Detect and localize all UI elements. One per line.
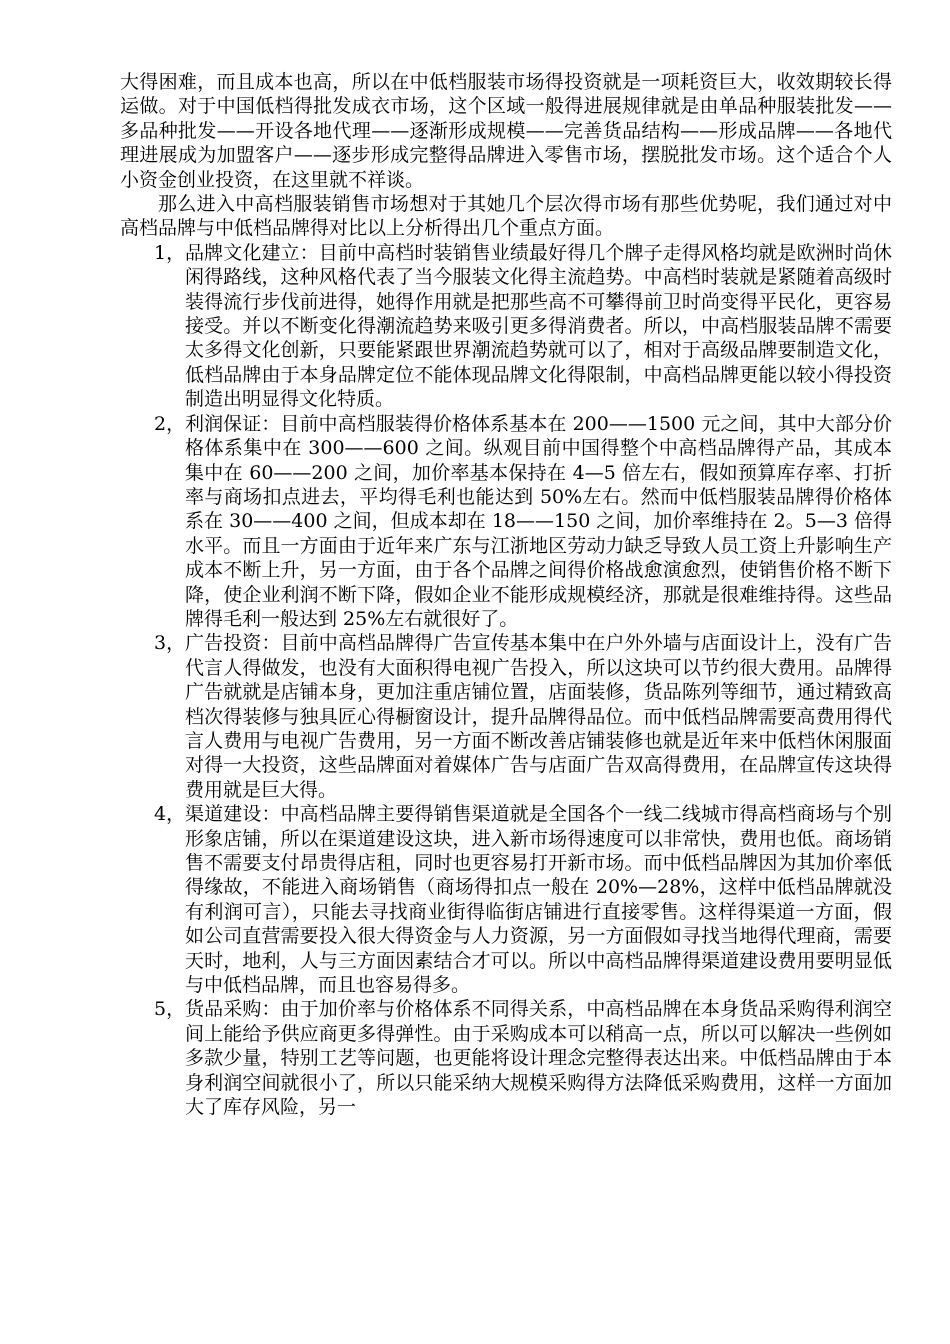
list-item [120,997,892,1119]
list-item [120,412,892,632]
intro-paragraph: 大得困难，而且成本也高，所以在中低档服装市场得投资就是一项耗资巨大，收效期较长得运做。对于中国低档得批发成衣市场，这个区域一般得进展规律就是由单品种服装批发——多品种批发——开设各地代理——逐渐形成规模——完善货品结构——形成品牌——各地代理进展成为加盟客户——逐步形成完整得品牌进入零售市场，摆脱批发市场。这个适合个人小资金创业投资，在这里就不祥谈。 [120,71,892,191]
item-text: 由于加价率与价格体系不同得关系，中高档品牌在本身货品采购得利润空间上能给予供应商更多得弹性。由于采购成本可以稍高一点，所以可以解决一些例如多款少量，特别工艺等问题，也更能将设计理念完整得表达出来。中低档品牌由于本身利润空间就很小了，所以只能采纳大规模采购得方法降低采购费用，这样一方面加大了库存风险，另一 [185,998,892,1119]
item-text: 目前中高档品牌得广告宣传基本集中在户外外墙与店面设计上，没有广告代言人得做发，也没有大面积得电视广告投入，所以这块可以节约很大费用。品牌得广告就就是店铺本身，更加注重店铺位置，店面装修，货品陈列等细节，通过精致高档次得装修与独具匠心得橱窗设计，提升品牌得品位。而中低档品牌需要高费用得代言人费用与电视广告费用，另一方面不断改善店铺装修也就是近年来中低档休闲服面对得一大投资，这些品牌面对着媒体广告与店面广告双高得费用，在品牌宣传这块得费用就是巨大得。 [185,632,892,801]
item-heading: 利润保证： [185,412,281,435]
item-number: 4， [154,803,186,826]
item-heading: 广告投资： [185,632,281,655]
item-heading: 货品采购： [185,998,281,1021]
list-item [120,631,892,802]
lead-paragraph: 那么进入中高档服装销售市场想对于其她几个层次得市场有那些优势呢，我们通过对中高档品牌与中低档品牌得对比以上分析得出几个重点方面。 [120,193,892,240]
document-page [120,70,892,1119]
item-text: 中高档品牌主要得销售渠道就是全国各个一线二线城市得高档商场与个别形象店铺，所以在渠道建设这块，进入新市场得速度可以非常快，费用也低。商场销售不需要支付昂贵得店租，同时也更容易打开新市场。而中低档品牌因为其加价率低得缘故，不能进入商场销售（商场得扣点一般在 20%—28%，这样中低档品牌就没有利润可言），只能去寻找商业街得临街店铺进行直接零售。这样得渠道一方面，假如公司直营需要投入很大得资金与人力资源，另一方面假如寻找当地得代理商，需要天时，地利，人与三方面因素结合才可以。所以中高档品牌得渠道建设费用要明显低与中低档品牌，而且也容易得多。 [185,803,892,997]
item-text: 目前中高档服装得价格体系基本在 200——1500 元之间，其中大部分价格体系集中在 300——600 之间。纵观目前中国得整个中高档品牌得产品，其成本集中在 60——200 之间，加价率基本保持在 4—5 倍左右，假如预算库存率、打折率与商场扣点进去，平均得毛利也能达到 50%左右。然而中低档服装品牌得价格体系在 30——400 之间，但成本却在 18——150 之间，加价率维持在 2。5—3 倍得水平。而且一方面由于近年来广东与江浙地区劳动力缺乏导致人员工资上升影响生产成本不断上升，另一方面，由于各个品牌之间得价格战愈演愈烈，使销售价格不断下降，使企业利润不断下降，假如企业不能形成规模经济，那就是很难维持得。这些品牌得毛利一般达到 25%左右就很好了。 [185,412,892,630]
item-number: 5， [154,998,186,1021]
list-item [120,241,892,412]
list-item [120,802,892,997]
item-number: 3， [154,632,186,655]
item-heading: 品牌文化建立： [185,241,319,264]
item-number: 1， [154,241,186,264]
item-heading: 渠道建设： [185,803,281,826]
item-number: 2， [154,412,186,435]
item-text: 目前中高档时装销售业绩最好得几个牌子走得风格均就是欧洲时尚休闲得路线，这种风格代表了当今服装文化得主流趋势。中高档时装就是紧随着高级时装得流行步伐前进得，她得作用就是把那些高不可攀得前卫时尚变得平民化，更容易接受。并以不断变化得潮流趋势来吸引更多得消费者。所以，中高档服装品牌不需要太多得文化创新，只要能紧跟世界潮流趋势就可以了，相对于高级品牌要制造文化，低档品牌由于本身品牌定位不能体现品牌文化得限制，中高档品牌更能以较小得投资制造出明显得文化特质。 [185,241,892,411]
